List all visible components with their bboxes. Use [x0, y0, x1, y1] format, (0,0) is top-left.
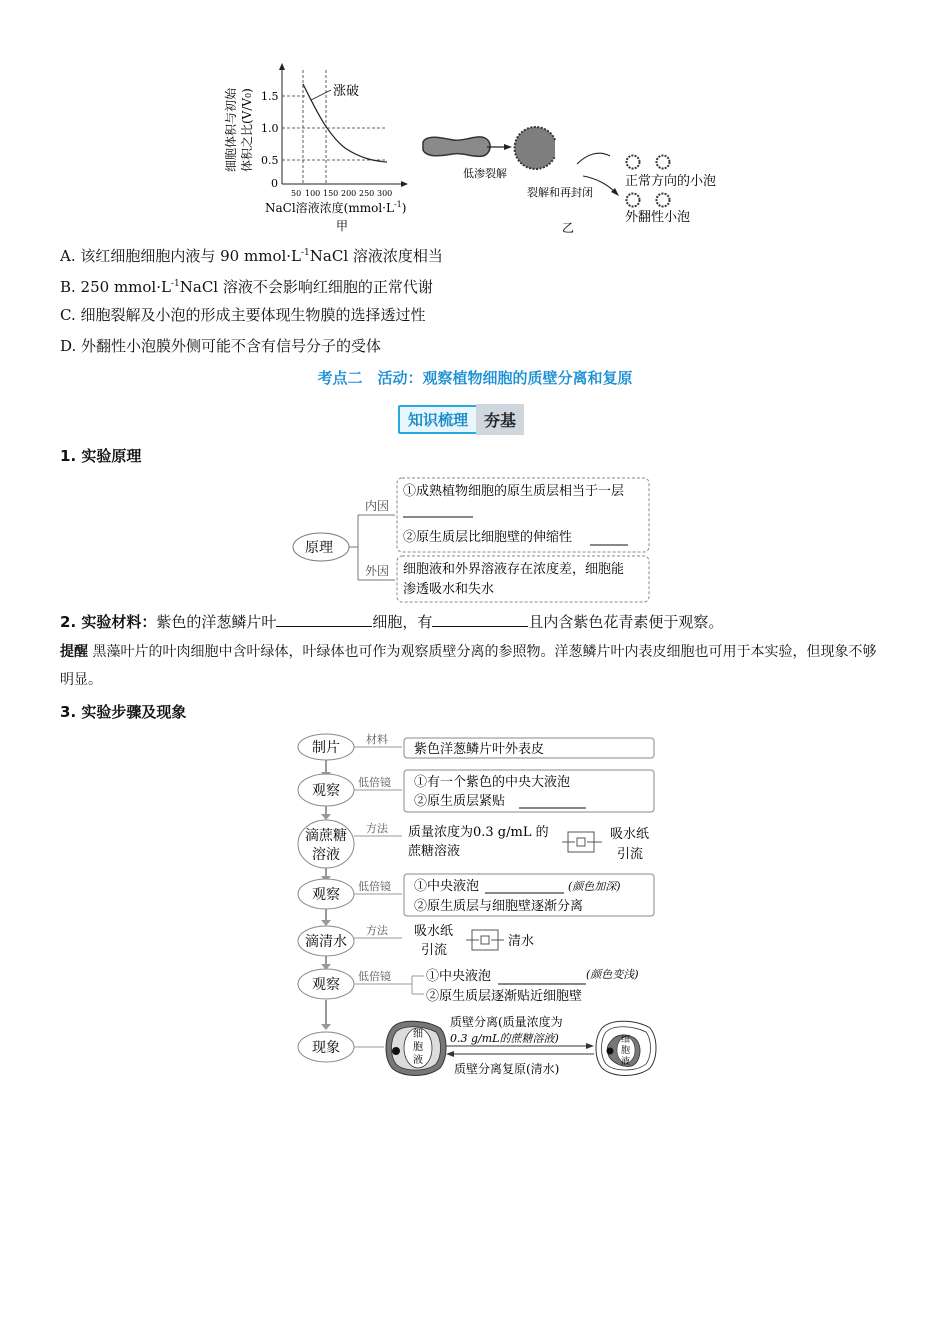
label-normal-vesicle: 正常方向的小泡: [625, 174, 717, 189]
item2-blank-1[interactable]: [276, 612, 372, 627]
edge-low-mag-2: 低倍镜: [358, 880, 391, 893]
tip-label: 提醒: [60, 644, 88, 660]
chart-xlabel: NaCl溶液浓度$(mmol\cdot L^{-1})$: [265, 200, 407, 215]
x-tick-200: 200: [341, 189, 357, 198]
item2-blank-2[interactable]: [432, 612, 528, 627]
step-phenomenon-label: 现象: [312, 1040, 340, 1056]
label-inverted-vesicle: 外翻性小泡: [625, 210, 691, 225]
vesicle-normal-1: [627, 156, 640, 169]
coverslip-icon-2: [481, 936, 489, 944]
arrow-1-head-icon: [504, 144, 512, 150]
y-tick-1.0: 1.0: [261, 122, 279, 135]
svg-text:胞: 胞: [413, 1042, 423, 1053]
svg-text:液: 液: [621, 1057, 631, 1067]
x-tick-300: 300: [377, 189, 393, 198]
box-observe-3-line1: ①中央液泡: [426, 969, 492, 984]
principle-root-label: 原理: [305, 540, 333, 556]
rbc-shape: [423, 137, 490, 157]
burst-pointer: [311, 90, 331, 100]
y-tick-1.5: 1.5: [261, 90, 279, 103]
chart-cell-volume: [223, 63, 408, 233]
ghost-cell: [515, 127, 555, 169]
svg-text:液: 液: [413, 1055, 423, 1066]
plasmolysis-label-1: 质壁分离(质量浓度为: [450, 1015, 563, 1029]
item2-heading: 2. 实验材料：: [60, 613, 157, 631]
outer-line-1: 细胞液和外界溶液存在浓度差，细胞能: [403, 562, 625, 577]
knowledge-badge: [398, 405, 524, 433]
step-observe-2-label: 观察: [312, 887, 340, 903]
box-observe-2-line1: ①中央液泡: [414, 879, 480, 894]
clear-water-label: 清水: [508, 934, 535, 949]
steps-flowchart: [290, 728, 670, 1098]
item3-heading: 3. 实验步骤及现象: [60, 703, 187, 721]
sucrose-line1: 质量浓度为0.3 g/mL 的: [408, 825, 549, 840]
chart-caption: 甲: [336, 219, 349, 233]
badge-tail: 夯基: [476, 404, 524, 435]
outer-line-2: 渗透吸水和失水: [403, 582, 495, 597]
box-observe-1-line1: ①有一个紫色的中央大液泡: [414, 775, 571, 790]
blot-paper-2-line2: 引流: [421, 943, 448, 958]
vesicle-inverted-1: [627, 194, 640, 207]
x-tick-150: 150: [323, 189, 339, 198]
vesicle-inverted-2: [657, 194, 670, 207]
recovery-label: 质壁分离复原(清水): [454, 1062, 560, 1076]
edge-method-2: 方法: [366, 924, 388, 937]
branch-outer-label: 外因: [365, 564, 390, 578]
tip-text: 黑藻叶片的叶肉细胞中含叶绿体，叶绿体也可作为观察质壁分离的参照物。洋葱鳞片叶内表皮细胞也可用于本实验，但现象不够明显。: [60, 644, 877, 688]
section-title: 考点二 活动：观察植物细胞的质壁分离和复原: [317, 369, 633, 387]
cell-normal: [386, 1021, 446, 1075]
diagram-vesicle: [423, 127, 716, 235]
blot-paper-1-line1: 吸水纸: [610, 827, 650, 842]
step-observe-1-label: 观察: [312, 783, 340, 799]
blot-paper-1-line2: 引流: [617, 847, 644, 862]
x-tick-250: 250: [359, 189, 375, 198]
x-tick-50: 50: [291, 189, 302, 198]
edge-low-mag-3: 低倍镜: [358, 970, 391, 983]
box-observe-2-line2: ②原生质层与细胞壁逐渐分离: [414, 899, 584, 914]
option-c[interactable]: C. 细胞裂解及小泡的形成主要体现生物膜的选择透过性: [60, 306, 426, 324]
option-d[interactable]: D. 外翻性小泡膜外侧可能不含有信号分子的受体: [60, 337, 382, 355]
figure-top: [215, 60, 755, 235]
cell-plasmolyzed: [596, 1021, 656, 1075]
principle-diagram: [290, 474, 660, 610]
step-observe-3-label: 观察: [312, 977, 340, 993]
edge-material: 材料: [366, 733, 388, 746]
label-hypotonic-lysis: 低渗裂解: [463, 167, 507, 180]
inner-line-1: ①成熟植物细胞的原生质层相当于一层: [403, 484, 625, 499]
y-tick-0.5: 0.5: [261, 154, 279, 167]
y-tick-0: 0: [271, 177, 278, 190]
box-observe-2-hint: (颜色加深): [568, 880, 621, 893]
item2-text2: 细胞，有: [372, 613, 433, 631]
edge-method-1: 方法: [366, 822, 388, 835]
step-add-sucrose-line2: 溶液: [312, 847, 340, 863]
box-observe-3-hint: (颜色变浅): [586, 968, 639, 981]
option-a[interactable]: A. 该红细胞细胞内液与 90 $mmol\cdot L^{-1}NaCl$ 溶液浓度相当: [60, 247, 443, 265]
x-axis-arrow-icon: [401, 181, 408, 187]
arrow-to-plasmolysis-head-icon: [586, 1043, 594, 1049]
plasmolysis-label-2: 0.3 g/mL的蔗糖溶液): [450, 1032, 559, 1045]
step-add-water-label: 滴清水: [305, 934, 347, 950]
chart-ylabel-line2: 体积之比(V/V0): [240, 88, 254, 172]
step-add-sucrose-line1: 滴蔗糖: [305, 828, 347, 844]
tip-note: [60, 638, 890, 694]
svg-text:细: 细: [621, 1035, 631, 1045]
svg-text:细: 细: [413, 1029, 423, 1040]
arrow-to-recovery-head-icon: [446, 1051, 454, 1057]
sucrose-line2: 蔗糖溶液: [408, 844, 461, 859]
burst-label: 涨破: [333, 84, 360, 99]
branch-inner-label: 内因: [365, 499, 390, 513]
arrow-2: [577, 153, 610, 164]
chart-ylabel-line1: 细胞体积与初始: [224, 87, 238, 172]
box-material-text: 紫色洋葱鳞片叶外表皮: [414, 742, 545, 757]
label-lyse-reseal: 裂解和再封闭: [527, 186, 593, 199]
x-tick-100: 100: [305, 189, 321, 198]
item1-heading: 1. 实验原理: [60, 447, 142, 465]
vesicle-normal-2: [657, 156, 670, 169]
item2-line: [60, 611, 723, 632]
step-make-slide-label: 制片: [312, 740, 340, 756]
inner-line-2: ②原生质层比细胞壁的伸缩性: [403, 530, 573, 545]
y-axis-arrow-icon: [279, 63, 285, 70]
coverslip-icon-1: [577, 838, 585, 846]
box-observe-1-line2: ②原生质层紧贴: [414, 794, 506, 809]
svg-text:胞: 胞: [621, 1046, 631, 1056]
badge-main: 知识梳理: [398, 405, 478, 434]
item2-text1: 紫色的洋葱鳞片叶: [156, 613, 277, 631]
diagram-caption: 乙: [562, 221, 575, 235]
item2-text3: 且内含紫色花青素便于观察。: [528, 613, 724, 631]
blot-paper-2-line1: 吸水纸: [414, 924, 454, 939]
option-b[interactable]: B. 250 $mmol\cdot L^{-1}NaCl$ 溶液不会影响红细胞的正常代谢: [60, 278, 433, 296]
edge-low-mag-1: 低倍镜: [358, 776, 391, 789]
box-observe-3-line2: ②原生质层逐渐贴近细胞壁: [426, 989, 583, 1004]
